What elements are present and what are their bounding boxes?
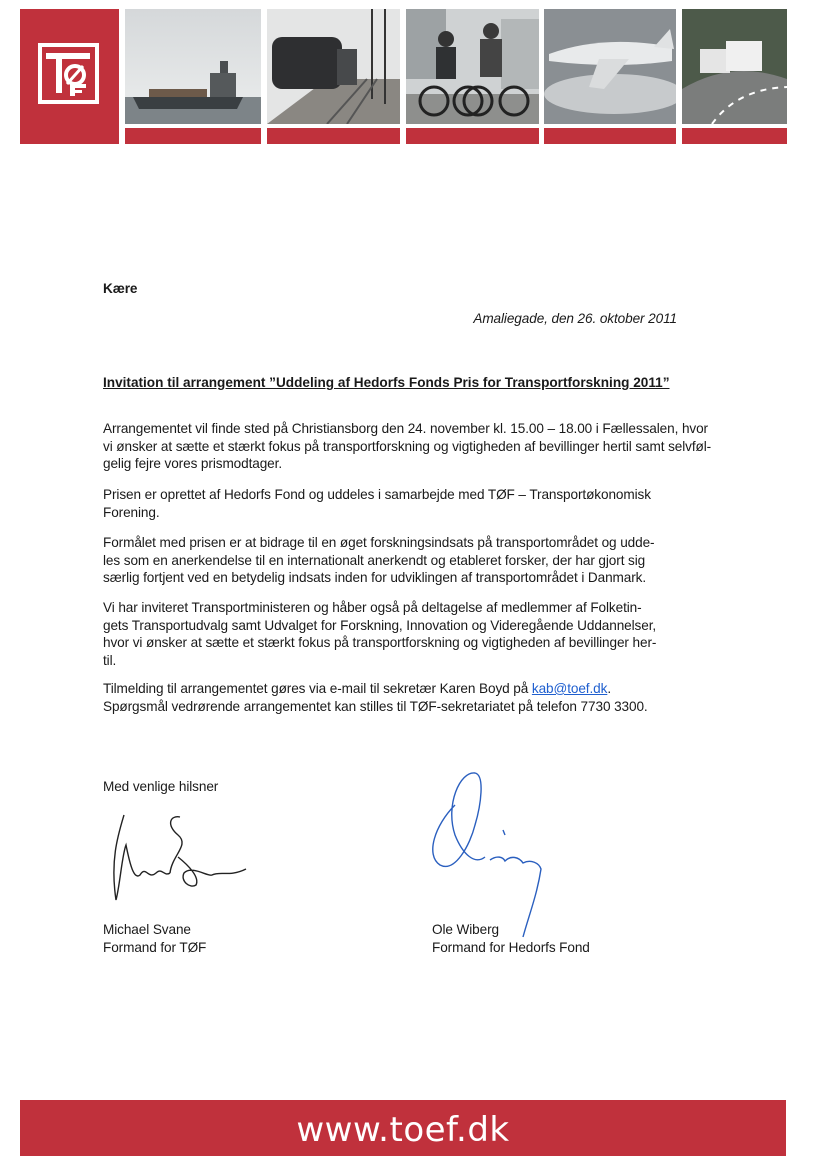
closing: Med venlige hilsner — [103, 779, 219, 794]
signer-title: Formand for Hedorfs Fond — [432, 939, 590, 955]
signer-name: Ole Wiberg — [432, 922, 499, 937]
signature-ole-wiberg — [415, 765, 555, 945]
text-line: Forening. — [103, 504, 160, 520]
banner-strip — [544, 128, 676, 144]
footer-url[interactable]: www.toef.dk — [296, 1110, 510, 1150]
photo-truck-on-road — [682, 9, 787, 124]
subject-heading: Invitation til arrangement ”Uddeling af Hedorfs Fonds Pris for Transportforskning 2011” — [103, 375, 670, 390]
photo-cargo-ship — [125, 9, 261, 124]
signature-michael-svane — [100, 805, 260, 915]
text-line: Arrangementet vil finde sted på Christiansborg den 24. november kl. 15.00 – 18.00 i Fællessalen, hvor — [103, 421, 708, 436]
text-line: les som en anerkendelse til en internationalt anerkendt og etableret forsker, der har gjort sig — [103, 552, 646, 568]
text-line: gelig fejre vores prismodtager. — [103, 456, 282, 472]
paragraph-3 — [103, 534, 743, 587]
signer-block-2 — [432, 921, 590, 956]
signer-block-1 — [103, 921, 206, 956]
paragraph-5 — [103, 680, 743, 715]
signer-name: Michael Svane — [103, 922, 191, 937]
toef-logo-icon — [38, 43, 99, 104]
paragraph-2 — [103, 486, 743, 521]
photo-cyclists — [406, 9, 539, 124]
banner-strip — [125, 128, 261, 144]
text-span: Tilmelding til arrangementet gøres via e-mail til sekretær Karen Boyd på — [103, 681, 532, 696]
email-link[interactable]: kab@toef.dk — [531, 681, 608, 696]
text-line: Spørgsmål vedrørende arrangementet kan stilles til TØF-sekretariatet på telefon 7730 3300. — [103, 698, 648, 714]
logo-block — [20, 9, 119, 144]
text-line: vi ønsker at sætte et stærkt fokus på transportforskning og vigtigheden af bevillinger hertil samt selvføl- — [103, 438, 712, 454]
banner-strip — [406, 128, 539, 144]
photo-freight-train — [267, 9, 400, 124]
salutation: Kære — [103, 281, 138, 296]
text-line: hvor vi ønsker at sætte et stærkt fokus på transportforskning og vigtigheden af bevillinger her- — [103, 635, 657, 651]
footer-bar — [20, 1100, 786, 1156]
text-line: til. — [103, 652, 117, 668]
text-line: særlig fortjent ved en betydelig indsats inden for udviklingen af transportområdet i Danmark. — [103, 570, 647, 586]
place-date: Amaliegade, den 26. oktober 2011 — [473, 311, 677, 326]
paragraph-1 — [103, 420, 743, 473]
text-line: Prisen er oprettet af Hedorfs Fond og uddeles i samarbejde med TØF – Transportøkonomisk — [103, 487, 651, 502]
text-line: Formålet med prisen er at bidrage til en øget forskningsindsats på transportområdet og udde- — [103, 535, 655, 550]
banner-strip — [267, 128, 400, 144]
text-line — [103, 680, 743, 698]
text-line: Vi har inviteret Transportministeren og håber også på deltagelse af medlemmer af Folketin- — [103, 600, 642, 615]
paragraph-4 — [103, 599, 743, 669]
photo-airplane — [544, 9, 676, 124]
text-span: . — [607, 681, 612, 696]
text-line: gets Transportudvalg samt Udvalget for Forskning, Innovation og Videregående Uddannelser, — [103, 617, 657, 633]
signer-title: Formand for TØF — [103, 939, 207, 955]
banner-strip — [682, 128, 787, 144]
